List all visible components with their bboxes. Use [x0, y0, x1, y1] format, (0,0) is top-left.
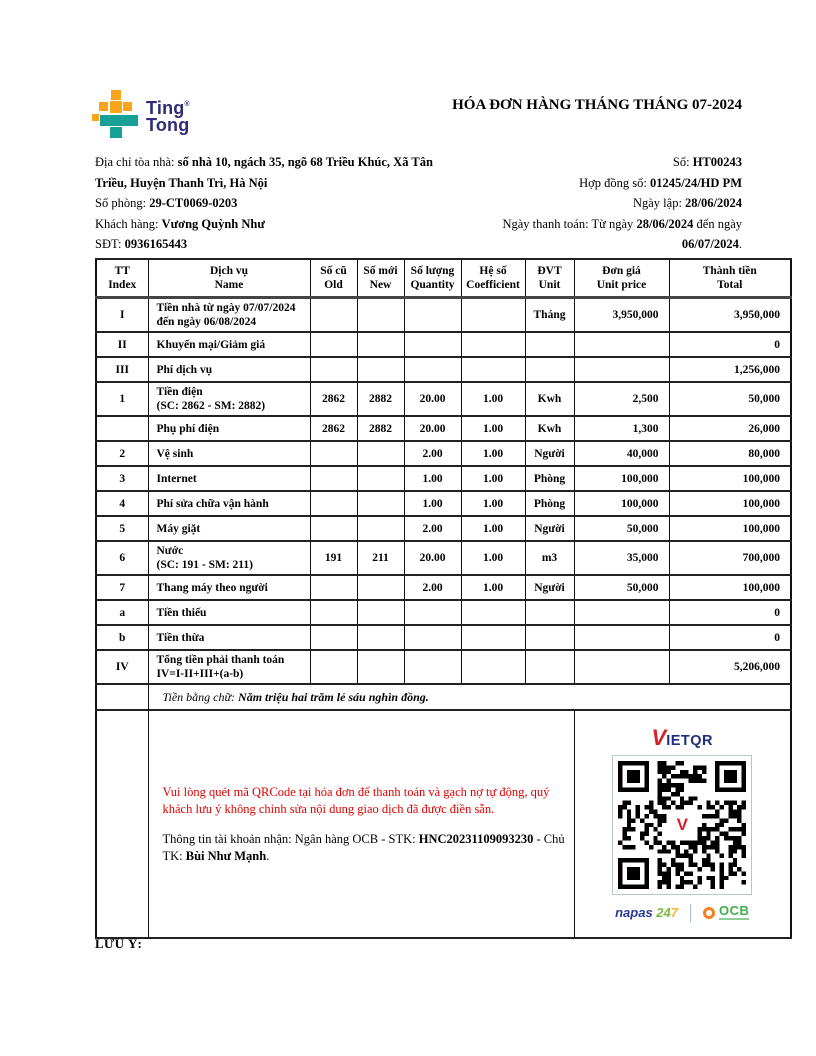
cell-name: Phụ phí điện: [148, 416, 310, 441]
vietqr-logo: V IET QR: [651, 724, 713, 750]
cell-qty: 2.00: [404, 575, 461, 600]
column-header: Số lượng Quantity: [404, 259, 461, 298]
brand-line2: Tong: [146, 115, 190, 135]
cell-qty: 2.00: [404, 441, 461, 466]
vietqr-v: V: [651, 724, 667, 750]
cell-tt: 6: [96, 541, 148, 575]
cell-coef: [461, 332, 525, 357]
cell-total: 26,000: [669, 416, 791, 441]
table-row: [96, 298, 791, 333]
cell-new: [357, 600, 404, 625]
column-header: ĐVT Unit: [525, 259, 574, 298]
cell-unit: Kwh: [525, 382, 574, 416]
info-left-column: [95, 152, 440, 255]
cell-total: 100,000: [669, 491, 791, 516]
cell-coef: 1.00: [461, 416, 525, 441]
cell-old: [310, 625, 357, 650]
table-row: [96, 416, 791, 441]
cell-total: 3,950,000: [669, 298, 791, 333]
cell-qty: [404, 357, 461, 382]
cell-coef: 1.00: [461, 541, 525, 575]
qr-center-logo: V: [670, 813, 694, 837]
cell-qty: [404, 625, 461, 650]
cell-qty: 1.00: [404, 491, 461, 516]
column-header: Dịch vụ Name: [148, 259, 310, 298]
cell-coef: 1.00: [461, 575, 525, 600]
cell-new: [357, 466, 404, 491]
column-header: Đơn giá Unit price: [574, 259, 669, 298]
info-line: Hợp đồng số: 01245/24/HD PM: [579, 175, 742, 190]
tingtong-logo-icon: [92, 90, 138, 138]
cell-name: Tiền nhà từ ngày 07/07/2024 đến ngày 06/08/2024: [148, 298, 310, 333]
info-line: Ngày thanh toán: Từ ngày 28/06/2024 đến ngày 06/07/2024.: [502, 216, 742, 252]
tingtong-logo: [92, 90, 190, 138]
info-line: Khách hàng: Vương Quỳnh Như: [95, 216, 265, 231]
footer-note-label: LƯU Ý:: [95, 936, 143, 951]
cell-name: Nước (SC: 191 - SM: 211): [148, 541, 310, 575]
cell-old: [310, 332, 357, 357]
cell-tt: a: [96, 600, 148, 625]
cell-name: Internet: [148, 466, 310, 491]
cell-old: [310, 298, 357, 333]
cell-tt: 4: [96, 491, 148, 516]
column-header: Số cũ Old: [310, 259, 357, 298]
cell-coef: [461, 357, 525, 382]
ocb-ring-icon: [703, 907, 715, 919]
cell-price: 40,000: [574, 441, 669, 466]
table-row: [96, 491, 791, 516]
cell-total: 100,000: [669, 466, 791, 491]
invoice-table: [95, 258, 792, 939]
payment-warning-text: Vui lòng quét mã QRCode tại hóa đơn để thanh toán và gạch nợ tự động, quý khách lưu ý không chỉnh sửa nội dung giao dịch đã được điền sẵn.: [162, 785, 550, 816]
cell-price: 35,000: [574, 541, 669, 575]
cell-total: 5,206,000: [669, 650, 791, 684]
cell-new: [357, 650, 404, 684]
amount-in-words-row: [96, 684, 791, 710]
table-row: [96, 575, 791, 600]
info-line: Số: HT00243: [672, 155, 742, 169]
cell-total: 0: [669, 600, 791, 625]
cell-unit: [525, 625, 574, 650]
cell-coef: 1.00: [461, 491, 525, 516]
cell-price: [574, 357, 669, 382]
divider: [690, 904, 691, 922]
cell-unit: [525, 332, 574, 357]
cell-name: Máy giặt: [148, 516, 310, 541]
cell-unit: Phòng: [525, 466, 574, 491]
cell-total: 700,000: [669, 541, 791, 575]
cell-tt: 3: [96, 466, 148, 491]
cell-price: [574, 625, 669, 650]
cell-old: [310, 650, 357, 684]
cell-tt: 2: [96, 441, 148, 466]
cell-qty: [404, 600, 461, 625]
brand-name: [146, 96, 190, 134]
cell-tt: III: [96, 357, 148, 382]
cell-unit: Người: [525, 575, 574, 600]
cell-price: 50,000: [574, 516, 669, 541]
cell-new: [357, 516, 404, 541]
napas-247-logo: napas 247: [615, 904, 678, 920]
info-line: Ngày lập: 28/06/2024: [632, 196, 742, 211]
info-right-column: [440, 152, 742, 255]
cell-old: [310, 466, 357, 491]
column-header: Hệ số Coefficient: [461, 259, 525, 298]
cell-qty: 2.00: [404, 516, 461, 541]
cell-old: [310, 600, 357, 625]
cell-old: [310, 357, 357, 382]
cell-tt: 7: [96, 575, 148, 600]
cell-name: Tiền thiếu: [148, 600, 310, 625]
cell-total: 80,000: [669, 441, 791, 466]
brand-line1: Ting: [146, 98, 185, 118]
cell-new: 2882: [357, 382, 404, 416]
cell-unit: [525, 650, 574, 684]
cell-new: [357, 575, 404, 600]
cell-unit: [525, 357, 574, 382]
table-header-row: [96, 259, 791, 298]
cell-price: [574, 600, 669, 625]
qr-code-area: [574, 710, 791, 938]
cell-name: Phí sửa chữa vận hành: [148, 491, 310, 516]
table-row: [96, 441, 791, 466]
cell-coef: [461, 600, 525, 625]
ocb-logo: OCB: [703, 905, 749, 920]
cell-total: 50,000: [669, 382, 791, 416]
cell-tt: I: [96, 298, 148, 333]
cell-new: 2882: [357, 416, 404, 441]
cell-price: 50,000: [574, 575, 669, 600]
empty-cell: [96, 684, 148, 710]
registered-mark-icon: ®: [184, 101, 190, 108]
table-row: [96, 625, 791, 650]
cell-qty: [404, 332, 461, 357]
cell-qty: [404, 298, 461, 333]
payment-instructions: [148, 710, 574, 938]
cell-new: [357, 491, 404, 516]
cell-tt: b: [96, 625, 148, 650]
cell-name: Vệ sinh: [148, 441, 310, 466]
cell-coef: [461, 625, 525, 650]
cell-total: 0: [669, 332, 791, 357]
info-line: SĐT: 0936165443: [95, 237, 188, 252]
payment-brand-logos: [615, 904, 749, 922]
table-row: [96, 466, 791, 491]
info-line: Số phòng: 29-CT0069-0203: [95, 196, 238, 211]
cell-coef: 1.00: [461, 382, 525, 416]
page-title: HÓA ĐƠN HÀNG THÁNG THÁNG 07-2024: [452, 97, 742, 113]
cell-new: [357, 625, 404, 650]
cell-name: Thang máy theo người: [148, 575, 310, 600]
cell-new: [357, 441, 404, 466]
cell-price: 1,300: [574, 416, 669, 441]
cell-old: [310, 441, 357, 466]
cell-old: 2862: [310, 382, 357, 416]
cell-name: Khuyến mại/Giảm giá: [148, 332, 310, 357]
cell-coef: [461, 298, 525, 333]
cell-coef: 1.00: [461, 466, 525, 491]
table-row: [96, 382, 791, 416]
table-row: [96, 516, 791, 541]
cell-tt: 5: [96, 516, 148, 541]
cell-new: 211: [357, 541, 404, 575]
cell-new: [357, 357, 404, 382]
invoice-info: [95, 152, 742, 255]
invoice-table-wrapper: [95, 258, 790, 939]
cell-qty: 20.00: [404, 416, 461, 441]
amount-words-label: Tiền bằng chữ:: [162, 690, 239, 704]
cell-unit: Kwh: [525, 416, 574, 441]
table-row: [96, 332, 791, 357]
cell-name: Phí dịch vụ: [148, 357, 310, 382]
cell-total: 0: [669, 625, 791, 650]
cell-unit: m3: [525, 541, 574, 575]
column-header: TT Index: [96, 259, 148, 298]
cell-total: 100,000: [669, 516, 791, 541]
cell-name: Tiền điện (SC: 2862 - SM: 2882): [148, 382, 310, 416]
table-row: [96, 541, 791, 575]
table-row: [96, 600, 791, 625]
cell-price: 2,500: [574, 382, 669, 416]
cell-price: 100,000: [574, 491, 669, 516]
cell-unit: Người: [525, 516, 574, 541]
cell-tt: II: [96, 332, 148, 357]
cell-total: 100,000: [669, 575, 791, 600]
cell-old: [310, 516, 357, 541]
cell-total: 1,256,000: [669, 357, 791, 382]
empty-cell: [96, 710, 148, 938]
cell-tt: IV: [96, 650, 148, 684]
cell-unit: Người: [525, 441, 574, 466]
cell-qty: 1.00: [404, 466, 461, 491]
cell-coef: [461, 650, 525, 684]
ocb-tagline-bar: [719, 918, 749, 920]
cell-unit: Phòng: [525, 491, 574, 516]
cell-old: 2862: [310, 416, 357, 441]
cell-coef: 1.00: [461, 516, 525, 541]
column-header: Số mới New: [357, 259, 404, 298]
cell-price: [574, 332, 669, 357]
info-line: Địa chỉ tòa nhà: số nhà 10, ngách 35, ngõ 68 Triều Khúc, Xã Tân Triều, Huyện Thanh Trì, Hà Nội: [95, 155, 433, 190]
cell-name: Tiền thừa: [148, 625, 310, 650]
cell-new: [357, 332, 404, 357]
table-row: [96, 357, 791, 382]
cell-tt: 1: [96, 382, 148, 416]
cell-price: 100,000: [574, 466, 669, 491]
payment-account-text: Thông tin tài khoản nhận: Ngân hàng OCB - STK: HNC20231109093230 - Chủ TK: Bùi Như Mạnh.: [162, 832, 565, 863]
cell-unit: [525, 600, 574, 625]
cell-qty: 20.00: [404, 541, 461, 575]
cell-tt: [96, 416, 148, 441]
payment-row: [96, 710, 791, 938]
qr-code: [612, 755, 752, 895]
cell-old: [310, 491, 357, 516]
cell-coef: 1.00: [461, 441, 525, 466]
cell-old: 191: [310, 541, 357, 575]
cell-price: 3,950,000: [574, 298, 669, 333]
cell-qty: 20.00: [404, 382, 461, 416]
table-row: [96, 650, 791, 684]
cell-old: [310, 575, 357, 600]
cell-unit: Tháng: [525, 298, 574, 333]
cell-qty: [404, 650, 461, 684]
column-header: Thành tiền Total: [669, 259, 791, 298]
amount-words-value: Năm triệu hai trăm lẻ sáu nghìn đồng.: [238, 690, 429, 704]
cell-price: [574, 650, 669, 684]
cell-name: Tổng tiền phải thanh toán IV=I-II+III+(a-b): [148, 650, 310, 684]
cell-new: [357, 298, 404, 333]
amount-in-words: [148, 684, 791, 710]
